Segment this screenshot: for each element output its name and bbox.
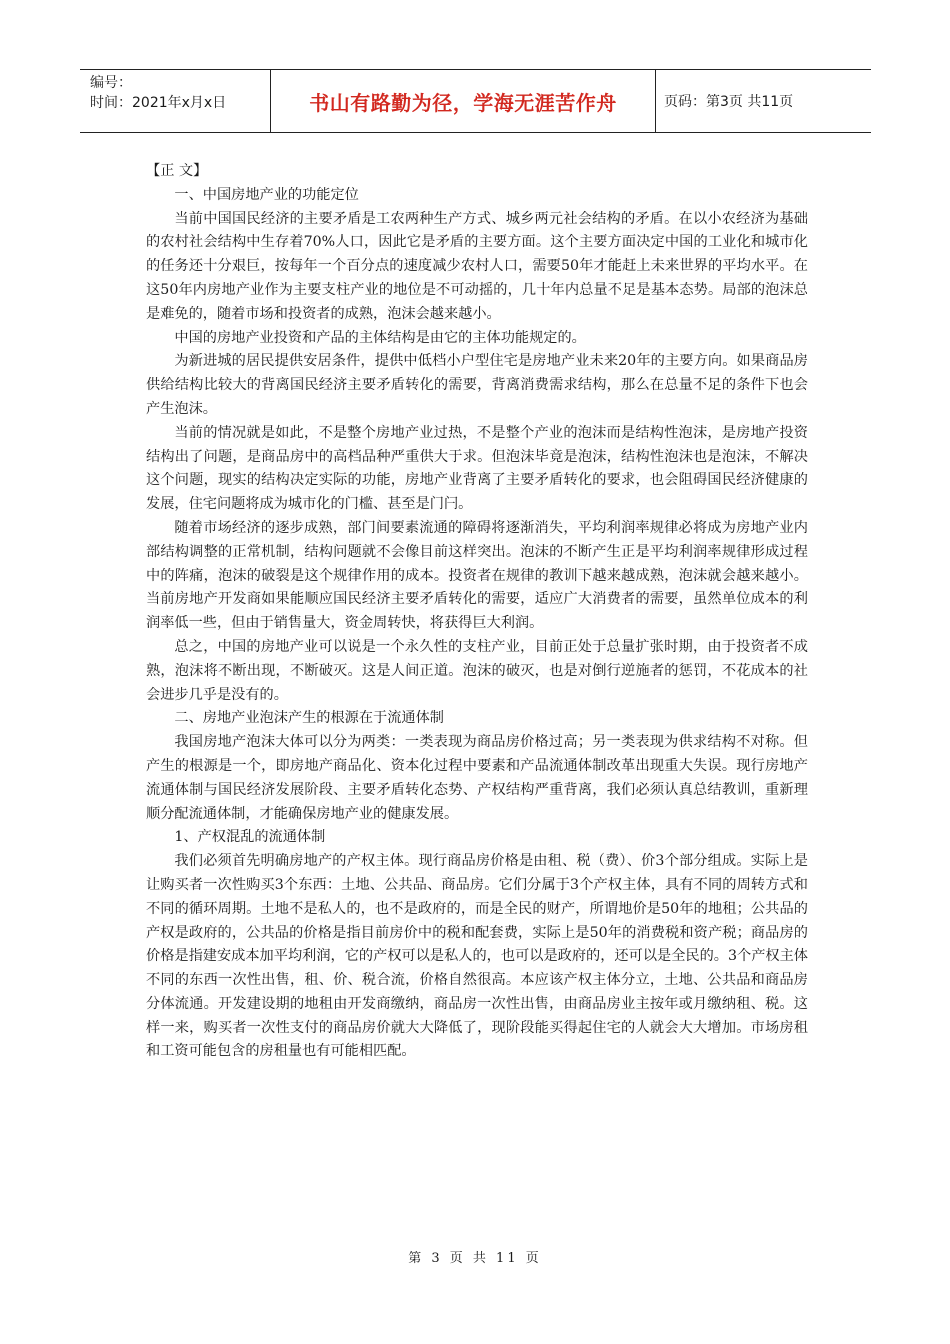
subsection-heading: 1、产权混乱的流通体制: [174, 829, 326, 846]
paragraph: 我国房地产泡沫大体可以分为两类：一类表现为商品房价格过高；另一类表现为供求结构不对称。但产生的根源是一个，即房地产商品化、资本化过程中要素和产品流通体制改革出现重大失误。现行房地产流通体制与国民经济发展阶段、主要矛盾转化态势、产权结构严重背离，我们必须认真总结教训，重新理顺分配流通体制，才能确保房地产业的健康发展。: [146, 734, 808, 822]
section-heading: 一、中国房地产业的功能定位: [174, 186, 359, 203]
page-footer: 第 3 页 共 11 页: [408, 1251, 542, 1266]
header-page-info: 页码：第3页 共11页: [664, 94, 794, 110]
paragraph: 随着市场经济的逐步成熟，部门间要素流通的障碍将逐渐消失，平均利润率规律必将成为房地产业内部结构调整的正常机制，结构问题就不会像目前这样突出。泡沫的不断产生正是平均利润率规律形成过程中的阵痛，泡沫的破裂是这个规律作用的成本。投资者在规律的教训下越来越成熟，泡沫就会越来越小。当前房地产开发商如果能顺应国民经济主要矛盾转化的需要，适应广大消费者的需要，虽然单位成本的利润率低一些，但由于销售量大，资金周转快，将获得巨大利润。: [146, 519, 808, 632]
section-label: 【正 文】: [146, 163, 208, 179]
paragraph: 总之，中国的房地产业可以说是一个永久性的支柱产业，目前正处于总量扩张时期，由于投资者不成熟，泡沫将不断出现，不断破灭。这是人间正道。泡沫的破灭，也是对倒行逆施者的惩罚，不花成本的社会进步几乎是没有的。: [146, 638, 808, 703]
paragraph: 为新进城的居民提供安居条件，提供中低档小户型住宅是房地产业未来20年的主要方向。如果商品房供给结构比较大的背离国民经济主要矛盾转化的需要，背离消费需求结构，那么在总量不足的条件下也会产生泡沫。: [146, 353, 808, 417]
document-body: [146, 160, 808, 1064]
paragraph: 当前的情况就是如此，不是整个房地产业过热，不是整个产业的泡沫而是结构性泡沫，是房地产投资结构出了问题，是商品房中的高档品种严重供大于求。但泡沫毕竟是泡沫，结构性泡沫也是泡沫，不解决这个问题，现实的结构决定实际的功能，房地产业背离了主要矛盾转化的要求，也会阻碍国民经济健康的发展，住宅问题将成为城市化的门槛、甚至是门闩。: [146, 424, 808, 513]
paragraph: 我们必须首先明确房地产的产权主体。现行商品房价格是由租、税（费）、价3个部分组成。实际上是让购买者一次性购买3个东西：土地、公共品、商品房。它们分属于3个产权主体，具有不同的周转方式和不同的循环周期。土地不是私人的，也不是政府的，而是全民的财产，所谓地价是50年的地租；公共品的产权是政府的，公共品的价格是指目前房价中的税和配套费，实际上是50年的消费税和资产税；商品房的价格是指建安成本加平均利润，它的产权可以是私人的，也可以是政府的，还可以是全民的。3个产权主体不同的东西一次性出售，租、价、税合流，价格自然很高。本应该产权主体分立，土地、公共品和商品房分体流通。开发建设期的地租由开发商缴纳，商品房一次性出售，由商品房业主按年或月缴纳租、税。这样一来，购买者一次性支付的商品房价就大大降低了，现阶段能买得起住宅的人就会大大增加。市场房租和工资可能包含的房租量也有可能相匹配。: [146, 853, 808, 1060]
document-date: 时间：2021年x月x日: [90, 95, 227, 111]
header-motto: 书山有路勤为径，学海无涯苦作舟: [271, 70, 656, 132]
section-heading: 二、房地产业泡沫产生的根源在于流通体制: [174, 710, 444, 727]
document-number: 编号：: [90, 75, 132, 91]
page-header: [80, 69, 871, 133]
paragraph: 当前中国国民经济的主要矛盾是工农两种生产方式、城乡两元社会结构的矛盾。在以小农经济为基础的农村社会结构中生存着70%人口，因此它是矛盾的主要方面。这个主要方面决定中国的工业化和城市化的任务还十分艰巨，按每年一个百分点的速度减少农村人口，需要50年才能赶上未来世界的平均水平。在这50年内房地产业作为主要支柱产业的地位是不可动摇的，几十年内总量不足是基本态势。局部的泡沫总是难免的，随着市场和投资者的成熟，泡沫会越来越小。: [146, 210, 808, 322]
paragraph: 中国的房地产业投资和产品的主体结构是由它的主体功能规定的。: [174, 329, 586, 346]
header-info: [80, 70, 271, 132]
